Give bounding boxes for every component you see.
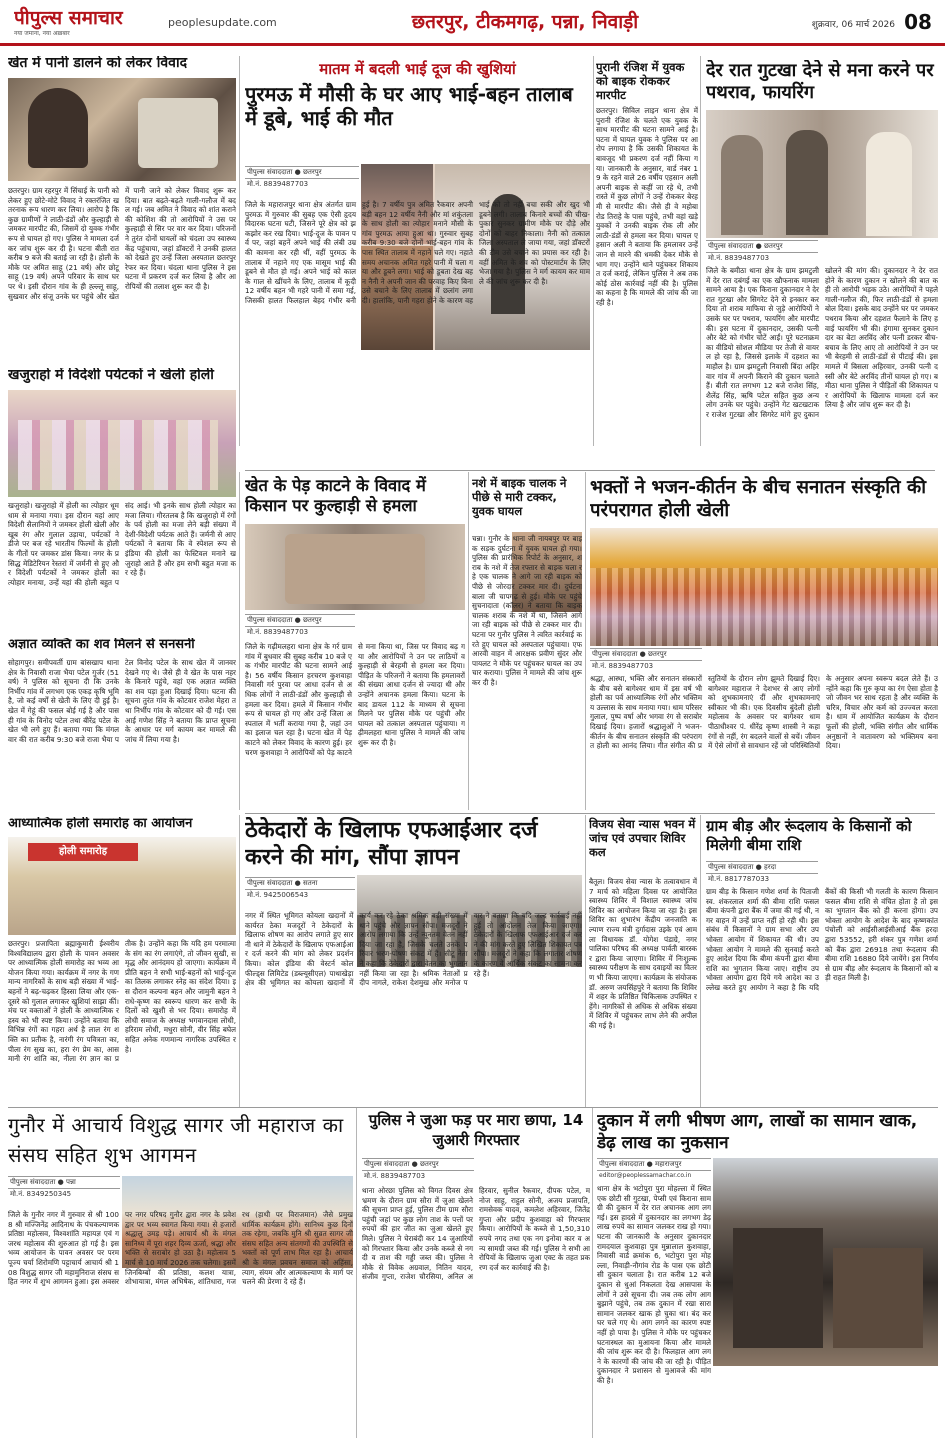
headline[interactable]: भक्तों ने भजन-कीर्तन के बीच सनातन संस्कृति की परंपरागत होली खेली <box>590 477 927 521</box>
article-bhajan-kirtan-holi <box>590 476 938 808</box>
article-acharya-arrival <box>8 1110 353 1440</box>
headline[interactable]: खजुराहो में विदेशी पर्यटकों ने खेली होली <box>8 368 214 383</box>
photo-banner-text: होली समारोह <box>28 843 138 861</box>
photo-injured-men <box>8 78 236 181</box>
headline[interactable]: पुरानी रंजिश में युवक को बाइक रोककर मारपीट <box>596 60 685 102</box>
byline: पीपुल्स संवाददाता ● छतरपुर <box>245 614 355 627</box>
article-body: जिले के गढ़ीमलहरा थाना क्षेत्र के गर्र ग्राम गांव में बुधवार की सुबह करीब 10 बजे एक गंभीर मारपीट की घटना सामने आई है। 56 वर्षीय किसान हरचरण कुशवाहा निवासी गर्र पुरवा पर आधा दर्जन से अधिक लोगों ने लाठी-डंडों और कुल्हाड़ी से हमला कर दिया। हमले में किसान गंभीर रूप से घायल हो गए और उन्हें जिला अस्पताल में भर्ती कराया गया है, जहां उनका इलाज चल रहा है। घटना खेत में पेड़ काटने को लेकर विवाद के कारण हुई। हरचरण कुशवाहा ने आरोपियों को पेड़ काटने से मना किया था, जिस पर विवाद बढ़ गया और आरोपियों ने उन पर लाठियों व कुल्हाड़ी से बेरहमी से हमला कर दिया। पीड़ित के परिजनों ने बताया कि हमलावरों की संख्या आधा दर्जन से ज्यादा थी और उन्होंने अचानक हमला किया। घटना के बाद डायल 112 के माध्यम से सूचना मिलने पर पुलिस मौके पर पहुंची और घायल को तत्काल अस्पताल पहुंचाया। गढ़ीमलहरा थाना पुलिस ने मामले की जांच शुरू कर दी है। <box>245 642 465 757</box>
article-body: जिले के बमीठा थाना क्षेत्र के ग्राम झमटुली में देर रात दबंगई का एक खौफनाक मामला सामने आया है। एक किराना दुकानदार ने देर रात गुटखा और सिगरेट देने से इनकार कर दिया तो शराब माफिया से जुड़े आरोपियों ने उसके घर पर पथराव, फायरिंग और मारपीट की। इस घटना में दुकानदार, उसकी पत्नी और बेटे को गंभीर चोटें आईं। पूरे घटनाक्रम का वीडियो सोशल मीडिया पर तेजी से वायरल हो रहा है, जिससे इलाके में दहशत का माहौल है। ग्राम झमटुली निवासी बिंदा अहिरवार गांव में अपनी किराने की दुकान चलाते हैं। बीती रात लगभग 12 बजे राजेश सिंह, शैलेंद्र सिंह, ऋषि पटेल सहित कुछ अन्य लोग उनके घर पहुंचे। उन्होंने गेट खटखटाकर राजेश गुटखा और सिगरेट मांगे हुए दुकान खोलने की मांग की। दुकानदार ने देर रात होने के कारण दुकान न खोलने की बात कही तो आरोपी भड़क उठे। आरोपियों ने पहले गाली-गलौज की, फिर लाठी-डंडों से हमला बोल दिया। इसके बाद उन्होंने घर पर जमकर पथराव किया और दहशत फैलाने के लिए हवाई फायरिंग भी की। हंगामा सुनकर दुकानदार का बेटा अरविंद और पत्नी डरकर बीच-बचाव के लिए आए तो आरोपियों ने उन पर भी बेरहमी से लाठी-डंडों से पीटाई की। इस मामले में बिसला अहिरवार, उनकी पत्नी दस्सी और बेटे अरविंद तीनों घायल हो गए। बमीठा थाना पुलिस ने पीड़ितों की शिकायत पर आरोपियों के खिलाफ मामला दर्ज कर लिया है और जांच शुरू कर दी है। <box>706 266 938 419</box>
article-body: श्रद्धा, आस्था, भक्ति और सनातन संस्कारों के बीच बसे बागेश्वर धाम में इस वर्ष भी होली का पर्व आध्यात्मिक रंगों और भक्तिमय उल्लास के साथ मनाया गया। धाम परिसर गुलाल, पुष्प वर्षा और भगवा रंग से सराबोर दिखाई दिया। हजारों श्रद्धालुओं ने भजन-कीर्तन के बीच सनातन संस्कृति की परंपरागत होली का आनंद लिया। गीत संगीत की प्रस्तुतियों के दौरान लोग झूमते दिखाई दिए। बागेश्वर महाराज ने देशभर से आए लोगों को शुभकामनाएं दीं और शुभकामनाएं स्वीकार भी की। एक दिवसीय बुंदेली होली महोत्सव के अवसर पर बागेश्वर धाम पीठाधीश्वर पं. धीरेंद्र कृष्ण शास्त्री ने कहा रंगों से नहीं, रंग बदलने वालों से बचें। जीवन में ऐसे लोगों से सावधान रहें जो परिस्थितियों के अनुसार अपना स्वरूप बदल लेते हैं। उन्होंने कहा कि गुरु कृपा का रंग ऐसा होता है जो जीवन भर साथ रहता है और व्यक्ति के चरित्र, विचार और कर्म को उज्ज्वल करता है। धाम में आयोजित कार्यक्रम के दौरान फूलों की होली, भक्ति संगीत और धार्मिक अनुष्ठानों ने वातावरण को भक्तिमय बना दिया। <box>590 674 938 751</box>
headline[interactable]: पुलिस ने जुआ फड़ पर मारा छापा, 14 जुआरी गिरफ्तार <box>368 1111 584 1149</box>
kicker: मातम में बदली भाई दूज की खुशियां <box>319 60 516 78</box>
reporter-mobile: मो.नं. 8839487703 <box>592 662 654 670</box>
reporter-mobile: मो.नं. 8839487703 <box>247 628 309 636</box>
logo-tagline: नया जमाना, नया अख़बार <box>14 30 70 37</box>
photo-injured-farmer <box>245 524 465 610</box>
article-body: थाना क्षेत्र के भटोपुरा पुरा मोहल्ला में स्थित एक छोटी सी गुटखा, पेप्सी एवं किराना सामग्री की दुकान में देर रात अचानक आग लग गई। इस हादसे में दुकानदार का लगभग डेढ़ लाख रुपये का सामान जलकर राख हो गया। घटना की जानकारी के अनुसार दुकानदार रामदयाल कुशवाहा पुत्र मुन्नालाल कुशवाहा, निवासी वार्ड क्रमांक 6, भटोपुरा पुरा मोहल्ला, निवाड़ी-नौगांव रोड के पास एक छोटी सी दुकान चलाता है। रात करीब 12 बजे दुकान से धुआं निकलता देख आसपास के लोगों ने उसे सूचना दी। जब तक लोग आग बुझाने पहुंचे, तब तक दुकान में रखा सारा सामान जलकर खाक हो चुका था। बंद कर घर चले गए थे। आग लगने का कारण स्पष्ट नहीं हो पाया है। पुलिस ने मौके पर पहुंचकर घटनास्थल का मुआयना किया और मामले की जांच शुरू कर दी है। फिलहाल आग लगने के कारणों की जांच की जा रही है। पीड़ित दुकानदार ने प्रशासन से मुआवजे की मांग की है। <box>597 1184 711 1385</box>
website-url[interactable]: peoplesupdate.com <box>168 16 277 29</box>
article-body: छतरपुर। ग्राम रहरपुर में सिंचाई के पानी को लेकर हुए छोटे-मोटे विवाद ने रक्तरंजित खतरनाक रूप धारण कर लिया। आरोप है कि कुछ ग्रामीणों ने लाठी-डंडों और कुल्हाड़ी से जमकर मारपीट की, जिसमें दो युवक गंभीर रूप से घायल हो गए। पुलिस ने मामला दर्ज कर जांच शुरू कर दी है। घटना बीती रात करीब 9 बजे की बताई जा रही है। होली के मौके पर अमित साहू (21 वर्ष) और छोटू साहू (19 वर्ष) अपने परिवार के साथ घर पर थे। इसी दौरान गांव के ही ह्ल्ल्लू साहू, सुखवार और संजू उनके घर पहुंचे और खेत में पानी जाने को लेकर विवाद शुरू कर दिया। बात बढ़ते-बढ़ते गाली-गलौज में बदल गई। जब अमित ने विवाद को शांत कराने की कोशिश की तो आरोपियों ने उस पर कुल्हाड़ी से सिर पर वार कर दिया। परिजनों ने तुरंत दोनों घायलों को चंदला उप स्वास्थ्य केंद्र पहुंचाया, जहां डॉक्टरों ने उनकी हालत को देखते हुए उन्हें जिला अस्पताल छतरपुर रेफर कर दिया। चंदला थाना पुलिस ने इस घटना में प्रकरण दर्ज कर लिया है और आरोपियों की तलाश शुरू कर दी है। <box>8 186 236 301</box>
photo-burnt-shop <box>713 1158 938 1366</box>
photo-accused-men <box>706 110 938 238</box>
headline[interactable]: आध्यात्मिक होली समारोह का आयोजन <box>8 817 193 831</box>
byline: पीपुल्स संवाददाता ● छतरपुर <box>245 166 359 179</box>
page-number: 08 <box>904 10 932 34</box>
article-body: ग्राम बीड़ के किसान गणेश शर्मा के पिताजी स्व. शंकरलाल शर्मा की बीमा राशि फसल बीमा कंपनी द्वारा बैंक में जमा की गई थी, नगर वाहन में उन्हें प्राप्त नहीं हो रही थी। इस संबंध में किसानों ने ग्राम सभा और उपभोक्ता आयोग में शिकायत की थी। उपभोक्ता आयोग ने मामले की सुनवाई करते हुए आदेश दिया कि बीमा कंपनी द्वारा बीमा राशि का भुगतान किया जाए। राष्ट्रीय उपभोक्ता आयोग द्वारा दिये गये आदेश का उल्लेख करते हुए आयोग ने कहा है कि यदि बैंकों की किसी भी गलती के कारण किसान फसल बीमा राशि से वंचित होता है तो इसका भुगतान बैंक को ही करना होगा। उपभोक्ता आयोग के आदेश के बाद कृष्णकांत पंचोली को आईसीआईसीआई बैंक हरदा द्वारा 53552, हरी शंकर पुत्र गणेश शर्मा को बैंक द्वारा 26918 तथा रूंदलाय की बीमा राशि 16880 दिये जायेंगे। इस निर्णय से ग्राम बीड़ और रूंदलाय के किसानों को बड़ी राहत मिली है। <box>706 887 938 992</box>
article-gambling-raid <box>362 1110 590 1440</box>
byline: पीपुल्स संवाददाता ● सतना <box>245 877 355 890</box>
headline[interactable]: ठेकेदारों के खिलाफ एफआईआर दर्ज करने की मांग, सौंपा ज्ञापन <box>245 818 538 870</box>
byline: पीपुल्स संवाददाता ● महाराजपुर <box>597 1158 711 1171</box>
byline: पीपुल्स संवाददाता ● हरदा <box>706 861 818 874</box>
masthead <box>0 0 945 46</box>
headline[interactable]: दुकान में लगी भीषण आग, लाखों का सामान खाक, डेढ़ लाख का नुकसान <box>597 1111 918 1153</box>
article-health-camp <box>589 817 697 1105</box>
article-drunk-biker <box>472 476 582 808</box>
reporter-mobile: मो.नं. 8349250345 <box>10 1190 72 1198</box>
logo <box>14 6 164 40</box>
article-siblings-drowned <box>245 60 590 440</box>
reporter-mobile: मो.नं. 8839487703 <box>708 254 770 262</box>
headline[interactable]: पुरमऊ में मौसी के घर आए भाई-बहन तालाब में डूबे, भाई की मौत <box>245 82 573 130</box>
article-body: छतरपुर। प्रजापिता ब्रह्माकुमारी ईश्वरीय विश्वविद्यालय द्वारा होली के पावन अवसर पर आध्यात्मिक होली समारोह का भव्य आयोजन किया गया। कार्यक्रम में नगर के गणमान्य नागरिकों के साथ बड़ी संख्या में भाई-बहनों ने बढ़-चढ़कर हिस्सा लिया और एक-दूसरे को गुलाल लगाकर खुशियां साझा कीं। मंच पर वक्ताओं ने होली के आध्यात्मिक रहस्य को भी स्पष्ट किया। उन्होंने बताया कि विभिन्न रंगों का गहरा अर्थ है लाल रंग शक्ति का प्रतीक है, नारंगी रंग पवित्रता का, पीला रंग सुख का, हरा रंग प्रेम का, आसमानी रंग शांति का, नीला रंग ज्ञान का प्रतीक है। उन्होंने कहा कि यदि हम परमात्मा के संग का रंग लगाएंगे, तो जीवन सुखी, समृद्ध और आनंदमय हो जाएगा। कार्यक्रम में प्रीति बहन ने सभी भाई-बहनों को भाई-दूज का तिलक लगाकर स्नेह का संदेश दिया। इस दौरान कल्पना बहन और जामुनी बहन ने राधे-कृष्ण का स्वरूप धारण कर सभी के दिलों को खुशी से भर दिया। समारोह में लोधी समाज के अध्यक्ष भगवानदास लोधी, हरिराम लोधी, मधुरा सोनी, वीर सिंह बघेल सहित अनेक गणमान्य नागरिक उपस्थित रहे। <box>8 939 236 1064</box>
photo-tourists-holi <box>8 390 236 497</box>
byline: पीपुल्स संवाददाता ● पन्ना <box>8 1176 120 1189</box>
headline[interactable]: विजय सेवा न्यास भवन में जांच एवं उपचार शिविर कल <box>589 817 696 859</box>
article-body: चन्ना। गुनौर के थाना जी नायबपुर पर बाइक सड़क दुर्घटना में युवक घायल हो गया। पुलिस की प्रारंभिक रिपोर्ट के अनुसार, शराब के नशे में तेज रफ्तार से बाइक चला रहे एक चालक ने आगे जा रही बाइक को पीछे से जोरदार टक्कर मार दी। दुर्घटना बाला जी चापगढ़ से हुई। मौके पर पहुंचे सुचनादाता (कॉलर) ने बताया कि बाइक चालक शराब के नशे में था, जिसने आगे जा रही बाइक को पीछे से टक्कर मार दी। घटना पर गुनौर पुलिस ने त्वरित कार्रवाई करते हुए घायल को अस्पताल पहुंचाया। एफआरवी वाहन में आरक्षक प्रवीण सुंदर और पायलट ने मौके पर पहुंचकर घायल का उपचार कराया। पुलिस ने मामले की जांच शुरू कर दी है। <box>472 534 582 687</box>
article-body: छतरपुर। सिविल लाइन थाना क्षेत्र में पुरानी रंजिश के चलते एक युवक के साथ मारपीट की घटना सामने आई है। घटना में घायल युवक ने पुलिस पर आरोप लगाया है कि उसकी शिकायत के बावजूद भी प्रकरण दर्ज नहीं किया गया। जानकारी के अनुसार, वार्ड नंबर 19 के रहने वाले 26 वर्षीय एहसान अली अपनी बाइक से कहीं जा रहे थे, तभी रास्ते में कुछ लोगों ने उन्हें रोककर बेरहमी से मारपीट की। जैसे ही वे महोबा रोड तिराहे के पास पहुंचे, तभी वहां खड़े युवकों ने उनकी बाइक रोक ली और लाठी-डंडों से हमला कर दिया। घायल एहसान अली ने बताया कि हमलावर उन्हें जान से मारने की धमकी देकर मौके से भाग गए। उन्होंने थाने पहुंचकर शिकायत दर्ज कराई, लेकिन पुलिस ने अब तक कोई ठोस कार्रवाई नहीं की है। पुलिस का कहना है कि मामले की जांच की जा रही है। <box>596 106 698 307</box>
headline[interactable]: खेत के पेड़ काटने के विवाद में किसान पर कुल्हाड़ी से हमला <box>245 476 426 515</box>
article-spiritual-holi <box>8 817 236 1105</box>
byline: पीपुल्स संवाददाता ● छतरपुर <box>362 1158 474 1171</box>
logo-text: पीपुल्स समाचार <box>14 7 123 29</box>
article-body: जिले के गुनौर नगर में गुरुवार से श्री 1008 श्री मज्जिनेंद्र आदिनाथ के पंचकल्याणक प्रतिष्ठा महोत्सव, विश्वशांति महायज्ञ एवं गजरथ महोत्सव की शुरुआत हो गई है। इस भव्य आयोजन के पावन अवसर पर परम पूज्य चर्या शिरोमणि पट्टाचार्य आचार्य श्री 108 विशुद्ध सागर जी महामुनिराज संसघ सहित नगर में शुभ आगमन हुआ। इस अवसर पर नगर परिषद गुनौर द्वारा नगर के प्रवेश द्वार पर भव्य स्वागत किया गया। से हजारों श्रद्धालु उमड़ पड़े। आचार्य श्री के मंगल सानिध्य में पूरा शहर दिव्य ऊर्जा, श्रद्धा और भक्ति से सराबोर हो उठा है। महोत्सव 5 मार्च से 10 मार्च 2026 तक चलेगा। इसमें जिनबिम्बों की प्रतिष्ठा, कलश यात्रा, शोभायात्रा, मंगल अभिषेक, शांतिधारा, गजरथ (हाथी पर विराजमान) जैसे प्रमुख धार्मिक कार्यक्रम होंगे। सानिध्य कुछ दिनों तक रहेगा, जबकि मुनि श्री सुव्रत सागर जी संसघ सहित अन्य संतगणों की उपस्थिति से भक्तों को पूर्ण लाभ मिल रहा है। आचार्य श्री के मंगल प्रवचन समाज को अहिंसा, त्याग, संयम और आत्मकल्याण के मार्ग पर चलने की प्रेरणा दे रहे हैं। <box>8 1210 353 1287</box>
article-body: बैतूल। विजय सेवा न्यास के तत्वावधान में 7 मार्च को महिला दिवस पर आयोजित स्वास्थ्य शिविर में विशाल स्वास्थ्य जांच शिविर का आयोजन किया जा रहा है। इस शिविर का शुभारंभ केंद्रीय जनजाति कल्याण राज्य मंत्री दुर्गादास उइके एवं आमला विधायक डॉ. योगेश पंडाग्रे, नगर पालिका परिषद की अध्यक्ष पार्वती बारस्कर द्वारा किया जाएगा। शिविर में निःशुल्क स्वास्थ्य परीक्षण के साथ दवाइयों का वितरण भी किया जाएगा। कार्यक्रम के संयोजक डॉ. अरुण जयसिंहपुरे ने बताया कि शिविर में शहर के प्रतिष्ठित चिकित्सक उपस्थित रहेंगे। नागरिकों से अधिक से अधिक संख्या में शिविर में पहुंचकर लाभ लेने की अपील की गई है। <box>589 877 697 1030</box>
issue-date: शुक्रवार, 06 मार्च 2026 <box>811 20 895 30</box>
article-crop-insurance <box>706 817 938 1105</box>
contact-email[interactable]: editor@peoplessamachar.co.in <box>599 1172 692 1179</box>
region-title: छतरपुर, टीकमगढ़, पन्ना, निवाड़ी <box>411 11 639 33</box>
article-body: नगर में स्थित भूमिगत कोयला खदानों में कार्यरत ठेका मजदूरों ने ठेकेदारों के खिलाफ शोषण का आरोप लगाते हुए सारनी थाने में ठेकेदारों के खिलाफ एफआईआर दर्ज करने की मांग को लेकर प्रदर्शन किया। कोल इंडिया की वेस्टर्न कोलफील्ड्स लिमिटेड (डब्ल्यूसीएल) पाथाखेड़ा क्षेत्र की भूमिगत का कोयला खदानों में कार्य कर रहे ठेका श्रमिक बड़ी संख्या में थाने पहुंचे और ज्ञापन सौंपा। मजदूरों ने आरोप लगाया कि उन्हें न्यूनतम वेतन नहीं दिया जा रहा है, जिसके चलते उनके परिवार भरण-पोषण संकट में है। सीटू नेता ने कहा कि ठेकेदारों द्वारा वेतन का भुगतान नहीं किया जा रहा है। श्रमिक नेताओं प्रदीप नागले, राकेश देशमुख और मनोज पवार ने बताया कि यदि जल्द कार्रवाई नहीं हुई तो आंदोलन तेज किया जाएगा। ठेकेदारों के खिलाफ एफआईआर दर्ज करने की मांग करते हुए लिखित शिकायत पत्र सौंपा। मजदूरों ने कहा कि लगातार शोषण के कारण वे आर्थिक संकट का सामना कर रहे हैं। <box>245 911 582 988</box>
article-contractor-fir <box>245 817 582 1105</box>
reporter-mobile: मो.नं. 8817787033 <box>708 875 770 883</box>
article-body: खजुराहो। खजुराहो में होली का त्योहार धूमधाम से मनाया गया। इस दौरान यहां आए विदेशी सैलानियों ने जमकर होली खेली और खूब रंग और गुलाल उड़ाया, पर्यटकों ने डीजे पर बज रहे भारतीय फिल्मों के होली के गीतों पर जमकर डांस किया। नगर के प्रसिद्ध मेडिटेरियन रेस्तरां में जर्मनी से हुए और विदेशी पर्यटकों ने जमकर होली का त्योहार मनाया, उन्हें यहां की होली बहुत पसंद आई। भी इनके साथ होली त्योहार का मजा लिया। गौरतलब है कि खजुराहो में रंगों के पर्व होली का मजा लेने बड़ी संख्या में देशी-विदेशी पर्यटक आते हैं। जर्मनी से आए पर्यटकों ने बताया कि वे स्पेशल रूप से इंडिया की होली का फेस्टिवल मनाने खजुराहो आते हैं और हम सभी बहुत मजा कर रहे हैं। <box>8 501 236 587</box>
article-body: थाना ओरछा पुलिस को विगत दिवस क्षेत्र भ्रमण के दौरान ग्राम सौरा में जुआ खेलने की सूचना प्राप्त हुई, पुलिस टीम ग्राम सौरा पहुंची जहां पर कुछ लोग ताश के पत्तों पर रुपयों की हार जीत का जुआ खेलते हुए मिले। पुलिस ने घेराबंदी कर 14 जुआरियों को गिरफ्तार किया और उनके कब्जे से नगदी व ताश की गड्डी जब्त की। पुलिस ने मौके से विवेक अग्रवाल, नितिन यादव, संजीव गुप्ता, राजेश चौरसिया, अनिल अहिरवार, सुनील रैकवार, दीपक पटेल, मनोज साहू, राहुल सोनी, अजय प्रजापति, रामसेवक यादव, कमलेश अहिरवार, जितेंद्र गुप्ता और प्रदीप कुशवाहा को गिरफ्तार किया। आरोपियों के कब्जे से 1,50,310 रुपये नगद तथा एक नग इनोवा कार व अन्य सामग्री जब्त की गई। पुलिस ने सभी आरोपियों के खिलाफ जुआ एक्ट के तहत प्रकरण दर्ज कर कार्रवाई की है। <box>362 1186 590 1282</box>
article-body: जिले के महाराजपुर थाना क्षेत्र अंतर्गत ग्राम पुरमऊ में गुरुवार की सुबह एक ऐसी हृदयविदारक घटना घटी, जिसने पूरे क्षेत्र को झकझोर कर रख दिया। भाई-दूज के पावन पर्व पर, जहां बहनें अपने भाई की लंबी उम्र की कामना कर रही थीं, वहीं पुरमऊ के तालाब में नहाने गए एक मासूम भाई की डूबने से मौत हो गई। अपने भाई को काल के गाल से खींचने के लिए, तालाब में कूदी 12 वर्षीय बहन भी गहरे पानी में समा गई, जिसकी हालत फिलहाल बेहद गंभीर बनी हुई है। 7 वर्षीय पुत्र अमित रैकवार अपनी बड़ी बहन 12 वर्षीय नैनी और मां शकुंतला के साथ होली का त्योहार मनाने मौसी के गांव पुरमऊ आया हुआ था। गुरुवार सुबह करीब 9:30 बजे दोनों भाई-बहन गांव के पास स्थित तालाब में नहाने चले गए। नहाते समय अचानक अमित गहरे पानी में चला गया और डूबने लगा। भाई को डूबता देख बहन नैनी ने अपनी जान की परवाह किए बिना उसे बचाने के लिए तालाब में छलांग लगा दी। हालांकि, पानी गहरा होने के कारण वह भाई को तो नहीं बचा सकी और खुद भी डूबने लगी। तालाब किनारे बच्चों की चीख-पुकार सुनकर ग्रामीण मौके पर दौड़े और दोनों को बाहर निकाला। नैनी को तत्काल जिला अस्पताल ले जाया गया, जहां डॉक्टरों की टीम उसे बचाने का प्रयास कर रही है। वहीं अमित के शव को पोस्टमार्टम के लिए भेजा गया है। पुलिस ने मर्ग कायम कर मामले की जांच शुरू कर दी है। <box>245 200 590 305</box>
headline[interactable]: देर रात गुटखा देने से मना करने पर पथराव, फायरिंग <box>706 60 934 103</box>
photo-holi-samaroh <box>8 837 236 935</box>
headline[interactable]: गुनौर में आचार्य विशुद्ध सागर जी महाराज का संसघ सहित शुभ आगमन <box>8 1113 344 1167</box>
article-water-dispute <box>8 56 236 356</box>
article-old-enmity-assault <box>596 60 698 440</box>
headline[interactable]: खेत में पानी डालने को लेकर विवाद <box>8 56 188 71</box>
byline: पीपुल्स संवाददाता ● छतरपुर <box>706 240 818 253</box>
headline[interactable]: नशे में बाइक चालक ने पीछे से मारी टक्कर, युवक घायल <box>472 476 567 518</box>
headline[interactable]: अज्ञात व्यक्ति का शव मिलने से सनसनी <box>8 638 195 652</box>
byline: पीपुल्स संवाददाता ● छतरपुर <box>590 648 702 661</box>
article-body: सोहागपुर। समीपवर्ती ग्राम बांसखाप थाना क्षेत्र के निवासी राजा भैया पटेल गुर्जर (51 वर्ष) ने पुलिस को सूचना दी कि उनके निर्भीप गांव में लगभग एक एकड़ कृषि भूमि है, जो कई वर्षों से खेती के लिए दी हुई है। खेत में गेहूं की फसल बोई गई है और पास ही गांव के विनोद पटेल तथा बीरेंद्र पटेल के खेत भी लगे हुए हैं। बताया गया कि मंगलवार की रात करीब 9:30 बजे राजा भैया पटेल विनोद पटेल के साथ खेत में जानवर देखने गए थे। जैसे ही वे खेत के पास नहर के किनारे पहुंचे, वहां एक अज्ञात व्यक्ति का शव पड़ा हुआ दिखाई दिया। घटना की सूचना तुरंत गांव के कोटवार राजेश मेहरा तथा निर्भीप गांव के कोटवार को दी गई। एसआई गणेश सिंह ने बताया कि प्राप्त सूचना के आधार पर मर्ग कायम कर मामले की जांच में लिया गया है। <box>8 658 236 744</box>
article-gutkha-firing <box>706 60 938 450</box>
headline[interactable]: ग्राम बीड़ और रूंदलाय के किसानों को मिलेगी बीमा राशि <box>706 817 912 854</box>
article-unknown-body-found <box>8 638 236 806</box>
article-foreign-tourists-holi <box>8 368 236 630</box>
reporter-mobile: मो.नं. 9425006543 <box>247 891 309 899</box>
photo-holi-crowd <box>590 528 938 646</box>
article-shop-fire <box>597 1110 938 1440</box>
reporter-mobile: मो.नं. 8839487703 <box>247 180 309 188</box>
article-axe-attack <box>245 476 465 808</box>
reporter-mobile: मो.नं. 8839487703 <box>364 1172 426 1180</box>
